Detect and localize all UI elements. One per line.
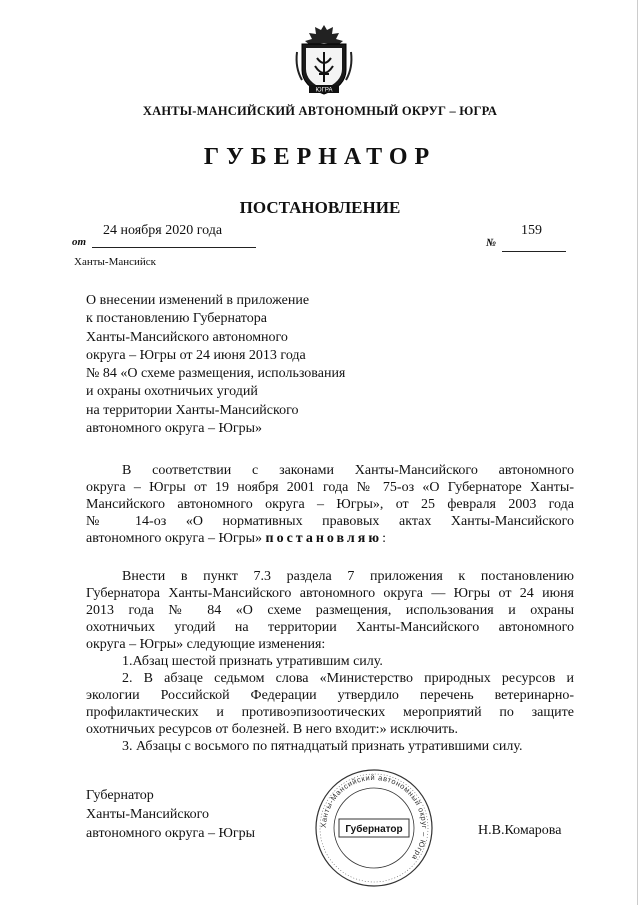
page-edge <box>637 0 638 905</box>
preamble-line: Мансийского автономного округа – Югры», от 25 февраля 2003 года <box>86 497 574 512</box>
stamp-ring-text: Ханты-Мансийский автономный округ – Югра <box>318 772 430 863</box>
body-line: 3. Абзацы с восьмого по пятнадцатый признать утратившими силу. <box>122 739 523 754</box>
signatory-line: автономного округа – Югры <box>86 826 255 841</box>
preamble-line: округа – Югры от 19 ноября 2001 года № 75-оз «О Губернаторе Ханты- <box>86 480 574 495</box>
body-line: 2013 года № 84 «О схеме размещения, использования и охраны <box>86 603 574 618</box>
city: Ханты-Мансийск <box>74 256 157 268</box>
number-underline <box>502 251 566 252</box>
number-label: № <box>486 237 497 249</box>
region-heading: ХАНТЫ-МАНСИЙСКИЙ АВТОНОМНЫЙ ОКРУГ – ЮГРА <box>142 104 498 118</box>
subject-line: на территории Ханты-Мансийского <box>86 402 299 418</box>
preamble-line: В соответствии с законами Ханты-Мансийского автономного <box>122 463 574 478</box>
signatory-position <box>86 786 255 843</box>
subject-line: округа – Югры от 24 июня 2013 года <box>86 347 306 363</box>
resolve-colon: : <box>382 531 386 546</box>
signatory-line: Губернатор <box>86 788 154 803</box>
body-line: профилактических и противоэпизоотических мероприятий по защите <box>86 705 574 720</box>
body-line: Губернатора Ханты-Мансийского автономного округа — Югры от 24 июня <box>86 586 574 601</box>
preamble-line: № 14-оз «О нормативных правовых актах Ханты-Мансийского <box>86 514 574 529</box>
body-line: Внести в пункт 7.3 раздела 7 приложения к постановлению <box>122 569 574 584</box>
document-type: ПОСТАНОВЛЕНИЕ <box>239 198 401 217</box>
body-line: экологии Российской Федерации утвердило перечень ветеринарно- <box>86 688 574 703</box>
preamble-last-line <box>86 530 574 547</box>
subject-line: Ханты-Мансийского автономного <box>86 329 288 345</box>
date-underline <box>92 247 256 248</box>
signatory-line: Ханты-Мансийского <box>86 807 210 822</box>
authority-title: ГУБЕРНАТОР <box>203 144 437 170</box>
emblem-ribbon: ЮГРА <box>315 87 333 94</box>
subject-line: и охраны охотничьих угодий <box>86 384 258 400</box>
subject-line: О внесении изменений в приложение <box>86 293 310 308</box>
decree-date: 24 ноября 2020 года <box>103 223 223 238</box>
body-line: округа – Югры» следующие изменения: <box>86 637 326 652</box>
resolve-word: постановляю <box>265 531 383 546</box>
stamp-center-text: Губернатор <box>345 824 403 835</box>
body-line: 1.Абзац шестой признать утратившим силу. <box>122 654 383 669</box>
body-line: 2. В абзаце седьмом слова «Министерство природных ресурсов и <box>122 671 574 686</box>
subject-line: автономного округа – Югры» <box>86 421 262 437</box>
decree-subject <box>86 292 386 438</box>
operative-section <box>86 568 574 755</box>
coat-of-arms-icon <box>293 22 355 98</box>
preamble-paragraph <box>86 462 574 547</box>
from-label: от <box>72 236 87 248</box>
signatory-name: Н.В.Комарова <box>478 823 562 838</box>
subject-line: к постановлению Губернатора <box>86 311 267 327</box>
subject-line: № 84 «О схеме размещения, использования <box>86 366 346 382</box>
decree-number: 159 <box>521 223 542 238</box>
body-line: охотничьих ресурсов от болезней. В него входит:» исключить. <box>86 722 459 737</box>
body-line: охотничьих угодий на территории Ханты-Мансийского автономного <box>86 620 574 635</box>
official-stamp <box>313 767 435 889</box>
preamble-last-text: автономного округа – Югры» <box>86 531 262 546</box>
